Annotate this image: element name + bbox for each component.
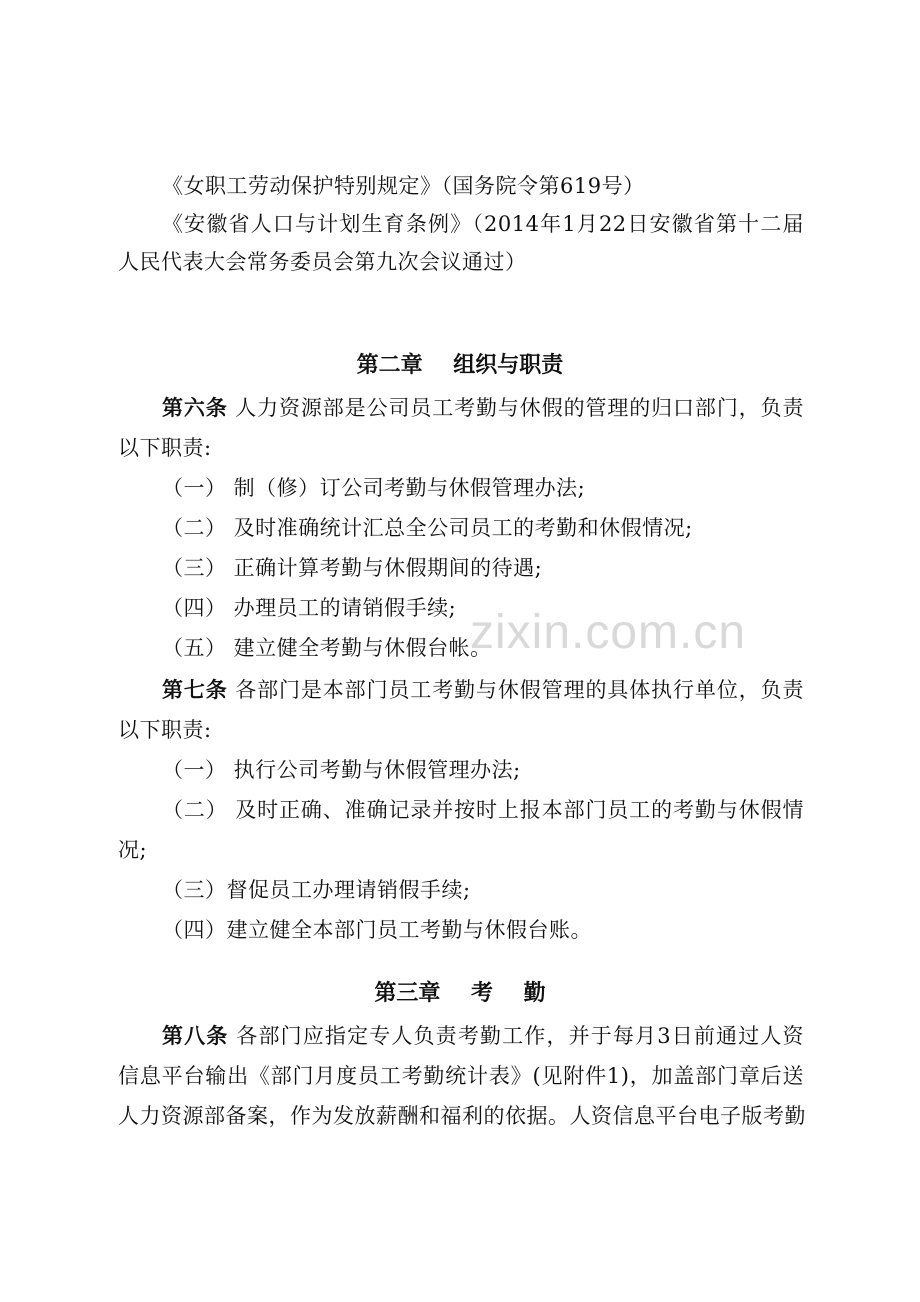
article-6-label: 第六条 [162,396,228,420]
article-7-item-2a: （二） 及时正确、准确记录并按时上报本部门员工的考勤与休假情 [162,798,804,822]
article-6-line-2: 以下职责: [118,436,212,460]
article-7-line-1 [162,672,804,708]
reference-line-3: 人民代表大会常务委员会第九次会议通过） [118,250,527,274]
chapter-2-title: 第二章 组织与职责 [356,353,564,378]
article-7-text-1: 各部门是本部门员工考勤与休假管理的具体执行单位，负责 [227,678,804,702]
reference-line-2: 《安徽省人口与计划生育条例》（2014年1月22日安徽省第十二届 [162,212,804,236]
article-6-item-2: （二） 及时准确统计汇总全公司员工的考勤和休假情况; [162,516,693,540]
article-8-line-1 [162,1018,804,1054]
article-7-line-2: 以下职责: [118,718,212,742]
chapter-3-title: 第三章 考 勤 [374,981,546,1006]
article-7-label: 第七条 [162,678,228,702]
article-6-item-4: （四） 办理员工的请销假手续; [162,596,457,620]
article-8-line-2: 信息平台输出《部门月度员工考勤统计表》(见附件1)，加盖部门章后送 [118,1064,804,1088]
article-7-item-2b: 况; [118,838,148,862]
article-8-line-3: 人力资源部备案，作为发放薪酬和福利的依据。人资信息平台电子版考勤 [118,1104,806,1128]
article-6-text-1: 人力资源部是公司员工考勤与休假的管理的归口部门，负责 [227,396,804,420]
article-7-item-3: （三）督促员工办理请销假手续; [162,878,471,902]
article-6-item-3: （三） 正确计算考勤与休假期间的待遇; [162,556,543,580]
article-6-line-1 [162,390,804,426]
reference-line-1: 《女职工劳动保护特别规定》（国务院令第619号） [162,174,645,198]
article-7-item-1: （一） 执行公司考勤与休假管理办法; [162,758,521,782]
article-8-text-1: 各部门应指定专人负责考勤工作，并于每月3日前通过人资 [228,1024,804,1048]
article-6-item-5: （五） 建立健全考勤与休假台帐。 [162,636,492,660]
article-8-label: 第八条 [162,1024,229,1048]
article-7-item-4: （四）建立健全本部门员工考勤与休假台账。 [162,918,592,942]
watermark-text: zixin.com.cn [470,606,747,659]
article-6-item-1: （一） 制（修）订公司考勤与休假管理办法; [162,476,586,500]
